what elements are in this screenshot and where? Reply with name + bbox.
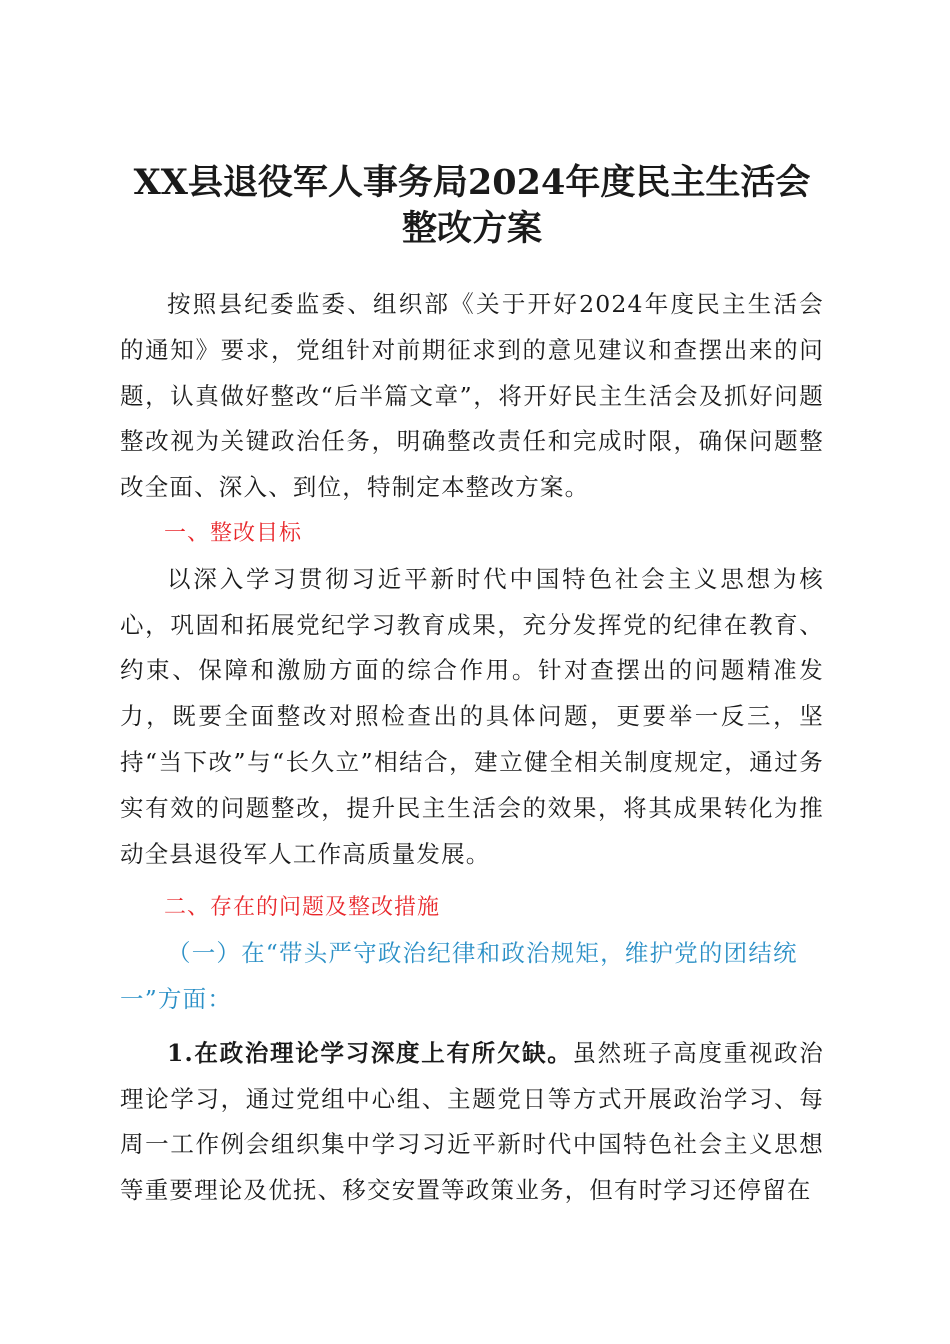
document-page — [120, 160, 824, 1214]
intro-paragraph: 按照县纪委监委、组织部《关于开好2024年度民主生活会的通知》要求，党组针对前期征求到的意见建议和查摆出来的问题，认真做好整改“后半篇文章”，将开好民主生活会及抓好问题整改视为关键政治任务，明确整改责任和完成时限，确保问题整改全面、深入、到位，特制定本整改方案。 — [120, 290, 824, 502]
item-1-paragraph — [120, 1031, 824, 1214]
spacer — [120, 877, 824, 885]
subsection-1-heading: （一）在“带头严守政治纪律和政治规矩，维护党的团结统一”方面： — [120, 939, 798, 1013]
item-1-lead: 1.在政治理论学习深度上有所欠缺。 — [167, 1038, 573, 1067]
item-1-body: 虽然班子高度重视政治理论学习，通过党组中心组、主题党日等方式开展政治学习、每周一工作例会组织集中学习习近平新时代中国特色社会主义思想等重要理论及优抚、移交安置等政策业务，但有时学习还停留在 — [120, 1038, 825, 1205]
section-1-body: 以深入学习贯彻习近平新时代中国特色社会主义思想为核心，巩固和拓展党纪学习教育成果，充分发挥党的纪律在教育、约束、保障和激励方面的综合作用。针对查摆出的问题精准发力，既要全面整改对照检查出的具体问题，更要举一反三，坚持“当下改”与“长久立”相结合，建立健全相关制度规定，通过务实有效的问题整改，提升民主生活会的效果，将其成果转化为推动全县退役军人工作高质量发展。 — [120, 564, 824, 868]
spacer — [120, 1023, 824, 1031]
document-title: XX县退役军人事务局2024年度民主生活会整改方案 — [133, 162, 811, 249]
section-1-heading: 一、整改目标 — [164, 520, 303, 546]
section-2-heading: 二、存在的问题及整改措施 — [164, 895, 441, 921]
